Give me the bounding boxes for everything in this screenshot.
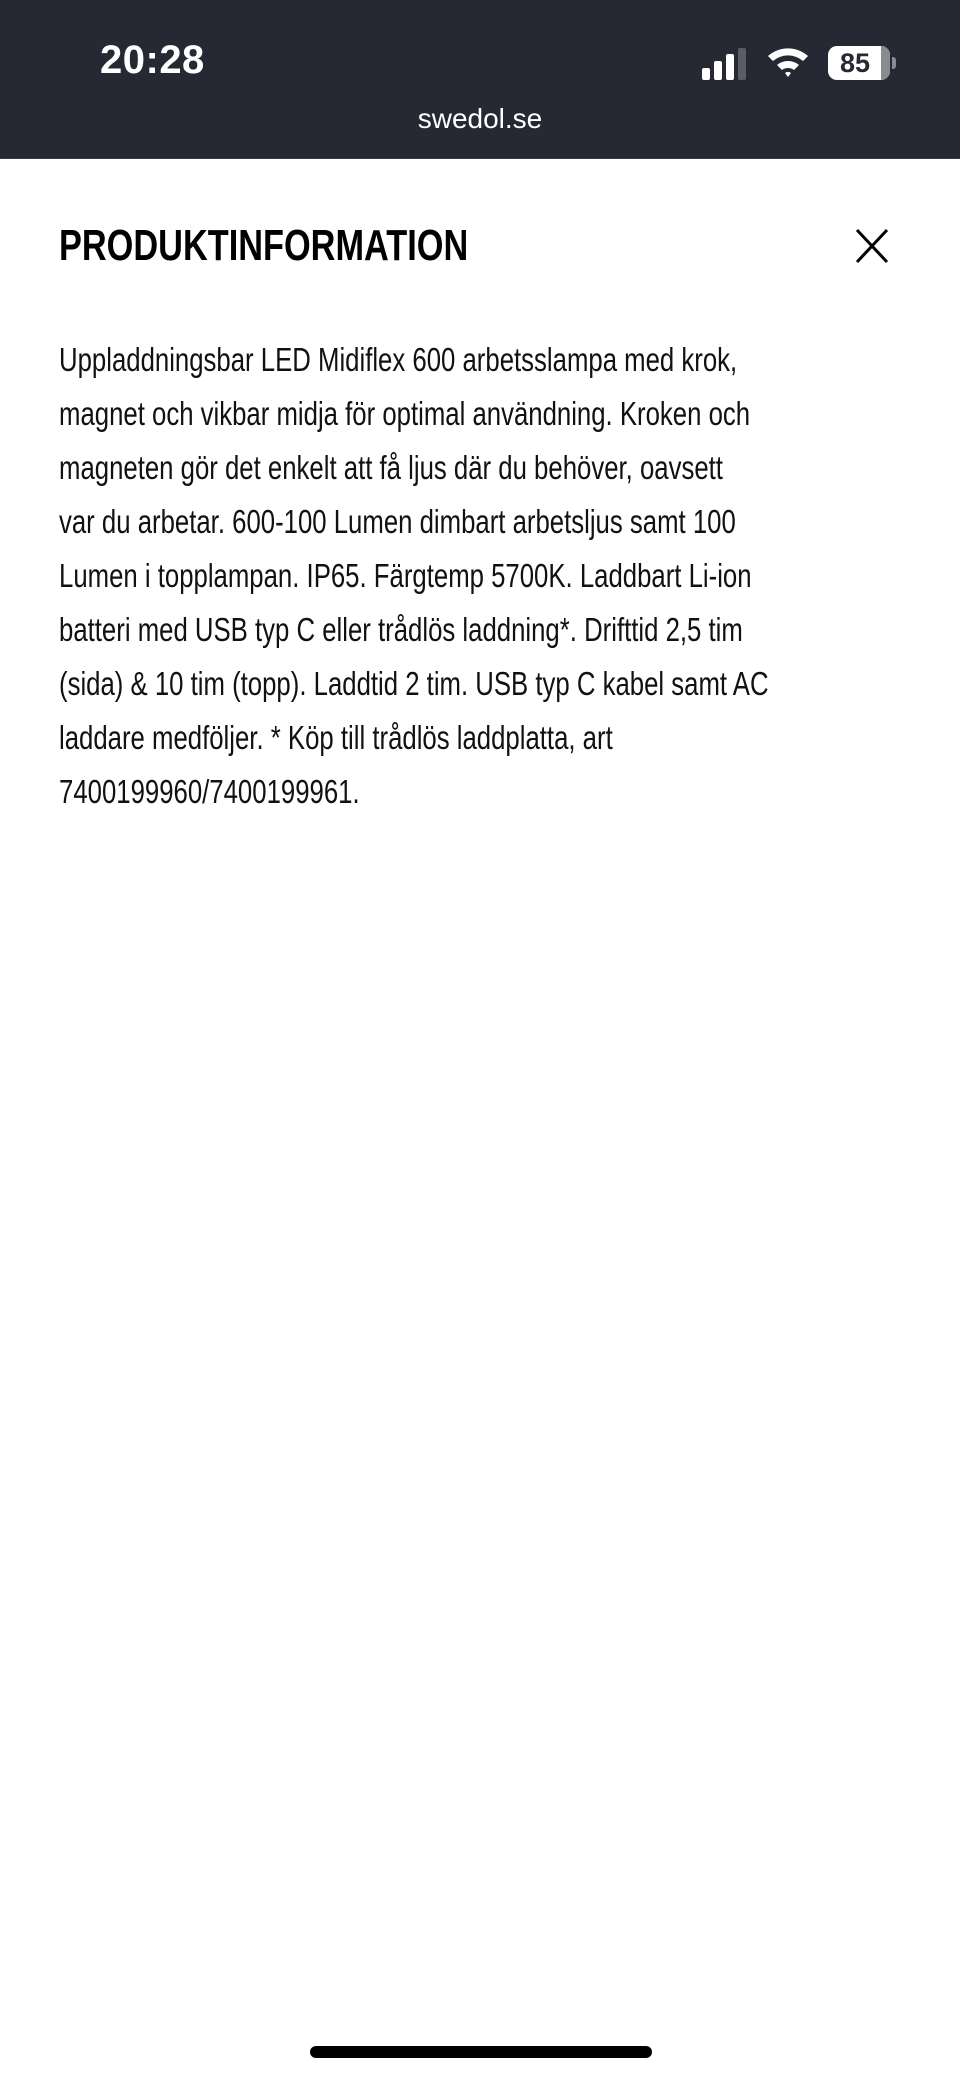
battery-level: 85	[839, 48, 871, 78]
close-icon	[850, 224, 894, 268]
description-line: magneten gör det enkelt att få ljus där du behöver, oavsett	[59, 449, 723, 486]
status-bar	[0, 0, 960, 159]
status-time: 20:28	[100, 38, 205, 82]
cellular-signal-icon	[702, 48, 750, 80]
description-line: batteri med USB typ C eller trådlös laddning*. Drifttid 2,5 tim	[59, 611, 743, 648]
description-line: Lumen i topplampan. IP65. Färgtemp 5700K. Laddbart Li-ion	[59, 557, 752, 594]
battery-empty-segment	[881, 46, 890, 80]
description-line: magnet och vikbar midja för optimal användning. Kroken och	[59, 395, 751, 432]
product-description	[59, 333, 917, 819]
description-line: 7400199960/7400199961.	[59, 773, 360, 810]
description-line: var du arbetar. 600-100 Lumen dimbart arbetsljus samt 100	[59, 503, 736, 540]
battery-tip	[892, 57, 896, 69]
url-bar[interactable]: swedol.se	[417, 103, 543, 134]
home-indicator[interactable]	[310, 2046, 652, 2058]
close-button[interactable]	[850, 224, 894, 268]
description-line: Uppladdningsbar LED Midiflex 600 arbetsslampa med krok,	[59, 341, 738, 378]
battery-icon	[828, 46, 890, 80]
description-line: laddare medföljer. * Köp till trådlös laddplatta, art	[59, 719, 613, 756]
wifi-icon	[766, 44, 810, 80]
description-line: (sida) & 10 tim (topp). Laddtid 2 tim. USB typ C kabel samt AC	[59, 665, 769, 702]
modal-title: PRODUKTINFORMATION	[59, 221, 469, 270]
